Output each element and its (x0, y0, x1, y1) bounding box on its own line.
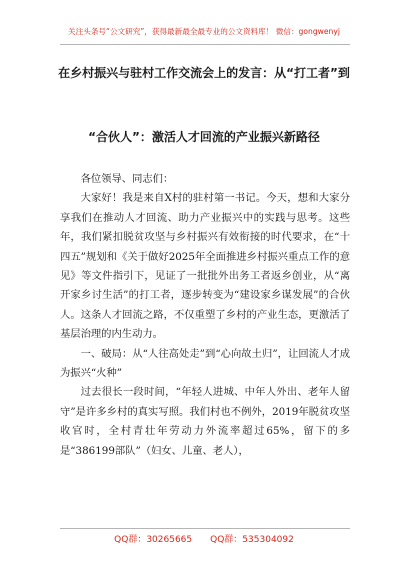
document-title-line-1: 在乡村振兴与驻村工作交流会上的发言：从“打工者”到 (58, 66, 350, 80)
document-body (60, 170, 350, 461)
salutation: 各位领导、同志们： (80, 173, 174, 185)
paragraph-section-1: 过去很长一段时间，“年轻人进城、中年人外出、老年人留守”是许多乡村的真实写照。我们村也不例外，2019年脱贫攻坚收官时，全村青壮年劳动力外流率超过65%，留下的多是“386199部队”（妇女、儿童、老人）， (60, 386, 350, 457)
footer (0, 532, 408, 545)
header-banner: 关注头条号“公文研究”，获得最新最全最专业的公文资料库！ 微信：gongwenyj (68, 27, 340, 36)
footer-qq-group-1: QQ群：30265665 (114, 535, 193, 545)
document-title-line-2: “合伙人”：激活人才回流的产业振兴新路径 (88, 130, 320, 144)
section-heading-1: 一、破局：从“人往高处走”到“心向故土归”，让回流人才成为振兴“火种” (60, 347, 350, 380)
footer-qq-group-2: QQ群：535304092 (210, 535, 294, 545)
paragraph-intro: 大家好！我是来自X村的驻村第一书记。今天，想和大家分享我们在推动人才回流、助力产业振兴中的实践与思考。这些年，我们紧扣脱贫攻坚与乡村振兴有效衔接的时代要求，在“十四五”规划和《关于做好2025年全面推进乡村振兴重点工作的意见》等文件指引下，见证了一批批外出务工者返乡创业，从“离开家乡讨生活”的打工者，逐步转变为“建设家乡谋发展”的合伙人。这条人才回流之路，不仅重塑了乡村的产业生态，更激活了基层治理的内生动力。 (60, 192, 350, 341)
header-divider (60, 44, 350, 45)
footer-divider (60, 528, 350, 529)
